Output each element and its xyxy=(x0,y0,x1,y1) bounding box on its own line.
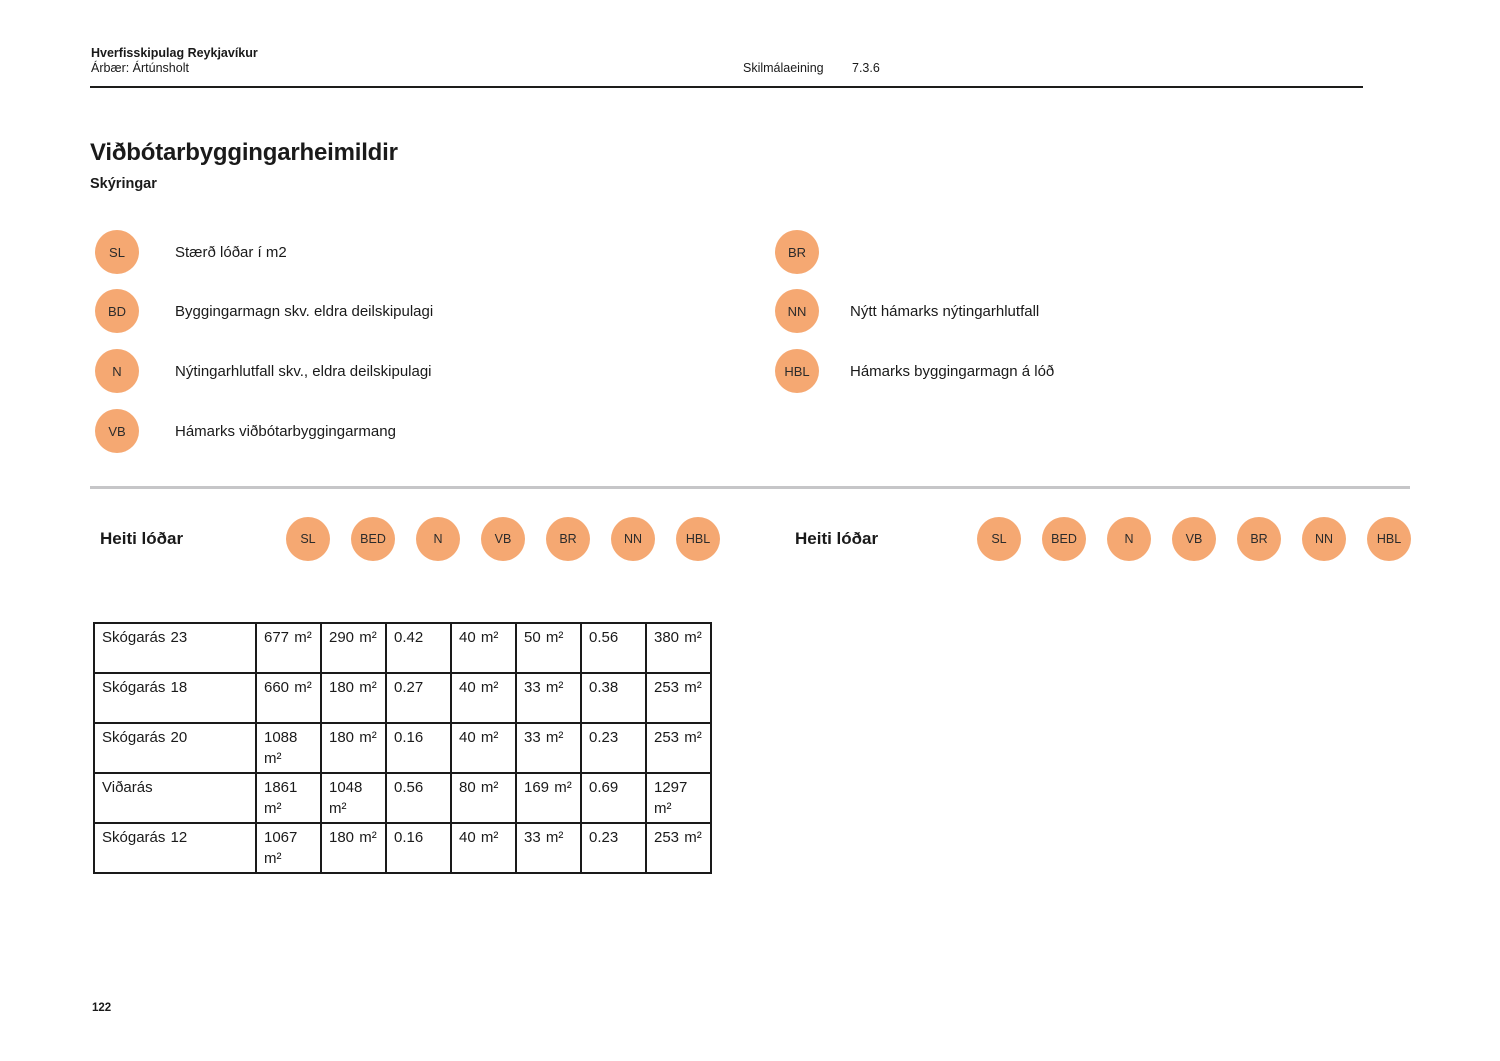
lot-name-cell: Viðarás xyxy=(94,773,256,823)
nn-column-icon: NN xyxy=(1302,517,1346,561)
hbl-value-cell: 253 m² xyxy=(646,723,711,773)
table-row xyxy=(94,723,711,773)
page-subtitle: Skýringar xyxy=(90,176,157,192)
nn-value-cell: 0.56 xyxy=(581,623,646,673)
header-area-subtitle: Árbær: Ártúnsholt xyxy=(91,61,189,75)
sl-value-cell: 1067 m² xyxy=(256,823,321,873)
table-row xyxy=(94,623,711,673)
legend-label-nn: Nýtt hámarks nýtingarhlutfall xyxy=(850,302,1040,320)
vb-circle-icon: VB xyxy=(95,409,139,453)
nn-circle-icon: NN xyxy=(775,289,819,333)
legend-item-sl xyxy=(95,230,287,274)
vb-column-icon: VB xyxy=(481,517,525,561)
bd-circle-icon: BD xyxy=(95,289,139,333)
lot-header-circles-left xyxy=(286,517,720,561)
n-value-cell: 0.42 xyxy=(386,623,451,673)
hbl-value-cell: 253 m² xyxy=(646,823,711,873)
nn-value-cell: 0.23 xyxy=(581,823,646,873)
hbl-column-icon: HBL xyxy=(1367,517,1411,561)
br-value-cell: 33 m² xyxy=(516,673,581,723)
lot-name-cell: Skógarás 18 xyxy=(94,673,256,723)
br-value-cell: 50 m² xyxy=(516,623,581,673)
vb-column-icon: VB xyxy=(1172,517,1216,561)
legend-item-vb xyxy=(95,409,396,453)
table-row xyxy=(94,673,711,723)
bed-value-cell: 180 m² xyxy=(321,823,386,873)
legend-label-vb: Hámarks viðbótarbyggingarmang xyxy=(175,422,396,440)
sl-value-cell: 1861 m² xyxy=(256,773,321,823)
n-column-icon: N xyxy=(1107,517,1151,561)
lot-header-circles-right xyxy=(977,517,1411,561)
legend-label-bd: Byggingarmagn skv. eldra deilskipulagi xyxy=(175,302,434,320)
br-value-cell: 33 m² xyxy=(516,823,581,873)
lot-header-title-right: Heiti lóðar xyxy=(795,529,879,548)
br-value-cell: 33 m² xyxy=(516,723,581,773)
nn-value-cell: 0.38 xyxy=(581,673,646,723)
bed-value-cell: 1048 m² xyxy=(321,773,386,823)
legend-label-hbl: Hámarks byggingarmagn á lóð xyxy=(850,362,1055,380)
legend-label-sl: Stærð lóðar í m2 xyxy=(175,243,287,261)
n-value-cell: 0.16 xyxy=(386,823,451,873)
sl-value-cell: 677 m² xyxy=(256,623,321,673)
vb-value-cell: 80 m² xyxy=(451,773,516,823)
bed-value-cell: 290 m² xyxy=(321,623,386,673)
page-title: Viðbótarbyggingarheimildir xyxy=(90,139,398,166)
br-value-cell: 169 m² xyxy=(516,773,581,823)
header-doc-type: Skilmálaeining xyxy=(743,61,824,75)
n-circle-icon: N xyxy=(95,349,139,393)
nn-value-cell: 0.23 xyxy=(581,723,646,773)
bed-value-cell: 180 m² xyxy=(321,723,386,773)
hbl-value-cell: 380 m² xyxy=(646,623,711,673)
vb-value-cell: 40 m² xyxy=(451,723,516,773)
vb-value-cell: 40 m² xyxy=(451,623,516,673)
legend-item-hbl xyxy=(775,349,1054,393)
n-value-cell: 0.27 xyxy=(386,673,451,723)
nn-column-icon: NN xyxy=(611,517,655,561)
bed-value-cell: 180 m² xyxy=(321,673,386,723)
header-org-title: Hverfisskipulag Reykjavíkur xyxy=(91,46,258,60)
section-divider xyxy=(90,486,1410,489)
table-row xyxy=(94,823,711,873)
vb-value-cell: 40 m² xyxy=(451,823,516,873)
sl-value-cell: 1088 m² xyxy=(256,723,321,773)
page-number: 122 xyxy=(92,1002,112,1014)
nn-value-cell: 0.69 xyxy=(581,773,646,823)
legend-item-bd xyxy=(95,289,433,333)
legend-item-n xyxy=(95,349,432,393)
n-value-cell: 0.16 xyxy=(386,723,451,773)
lot-name-cell: Skógarás 23 xyxy=(94,623,256,673)
vb-value-cell: 40 m² xyxy=(451,673,516,723)
bed-column-icon: BED xyxy=(351,517,395,561)
header-section-number: 7.3.6 xyxy=(852,61,880,75)
hbl-column-icon: HBL xyxy=(676,517,720,561)
table-row xyxy=(94,773,711,823)
header-rule xyxy=(90,86,1363,88)
lot-name-cell: Skógarás 12 xyxy=(94,823,256,873)
n-column-icon: N xyxy=(416,517,460,561)
bed-column-icon: BED xyxy=(1042,517,1086,561)
lot-name-cell: Skógarás 20 xyxy=(94,723,256,773)
sl-circle-icon: SL xyxy=(95,230,139,274)
legend-label-n: Nýtingarhlutfall skv., eldra deilskipulagi xyxy=(175,362,432,380)
br-column-icon: BR xyxy=(546,517,590,561)
br-column-icon: BR xyxy=(1237,517,1281,561)
hbl-value-cell: 253 m² xyxy=(646,673,711,723)
sl-column-icon: SL xyxy=(286,517,330,561)
hbl-value-cell: 1297 m² xyxy=(646,773,711,823)
sl-value-cell: 660 m² xyxy=(256,673,321,723)
legend-item-nn xyxy=(775,289,1039,333)
n-value-cell: 0.56 xyxy=(386,773,451,823)
sl-column-icon: SL xyxy=(977,517,1021,561)
hbl-circle-icon: HBL xyxy=(775,349,819,393)
br-circle-icon: BR xyxy=(775,230,819,274)
lot-header-title-left: Heiti lóðar xyxy=(100,529,184,548)
lots-table xyxy=(93,622,712,874)
legend-item-br xyxy=(775,230,850,274)
